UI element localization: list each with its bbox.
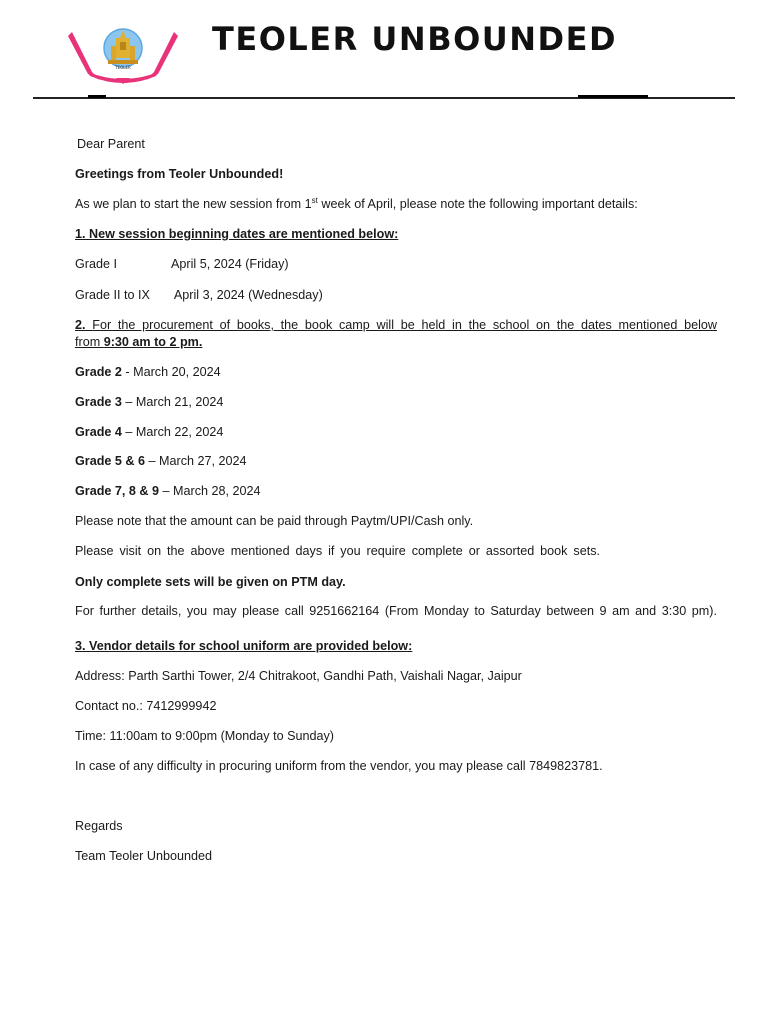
book-camp-row: Grade 4 – March 22, 2024 <box>75 425 224 439</box>
salutation: Dear Parent <box>77 137 145 151</box>
logo-caption: TEOLER <box>115 65 131 70</box>
section2-time: from 9:30 am to 2 pm. <box>75 335 203 349</box>
visit-note: Please visit on the above mentioned days if you require complete or assorted book sets. <box>75 544 600 558</box>
difficulty-note: In case of any difficulty in procuring uniform from the vendor, you may please call 7849823781. <box>75 759 603 773</box>
book-camp-row: Grade 3 – March 21, 2024 <box>75 395 224 409</box>
vendor-address: Address: Parth Sarthi Tower, 2/4 Chitrakoot, Gandhi Path, Vaishali Nagar, Jaipur <box>75 669 522 683</box>
book-camp-row: Grade 2 - March 20, 2024 <box>75 365 221 379</box>
closing: Regards <box>75 819 123 833</box>
school-name: TEOLER UNBOUNDED <box>212 20 618 58</box>
header-divider-accent <box>578 95 648 98</box>
greeting: Greetings from Teoler Unbounded! <box>75 167 284 181</box>
signature: Team Teoler Unbounded <box>75 849 212 863</box>
letterhead <box>0 0 768 100</box>
ptm-note: Only complete sets will be given on PTM day. <box>75 575 346 589</box>
session-date-row: Grade I April 5, 2024 (Friday) <box>75 257 289 271</box>
payment-note: Please note that the amount can be paid through Paytm/UPI/Cash only. <box>75 514 474 528</box>
school-crest-icon <box>66 22 180 84</box>
further-details: For further details, you may please call 9251662164 (From Monday to Saturday between 9 am and 3:30 pm). <box>75 604 717 618</box>
session-date-row: Grade II to IX April 3, 2024 (Wednesday) <box>75 288 323 302</box>
intro-paragraph: As we plan to start the new session from 1st week of April, please note the following important details: <box>75 195 638 211</box>
section1-heading: 1. New session beginning dates are mentioned below: <box>75 227 399 241</box>
section2-paragraph: 2. For the procurement of books, the book camp will be held in the school on the dates mentioned below <box>75 318 718 332</box>
vendor-contact: Contact no.: 7412999942 <box>75 699 217 713</box>
header-divider-accent <box>88 95 106 98</box>
book-camp-row: Grade 7, 8 & 9 – March 28, 2024 <box>75 484 261 498</box>
vendor-time: Time: 11:00am to 9:00pm (Monday to Sunday) <box>75 729 335 743</box>
section3-heading: 3. Vendor details for school uniform are provided below: <box>75 639 413 653</box>
book-camp-row: Grade 5 & 6 – March 27, 2024 <box>75 454 247 468</box>
